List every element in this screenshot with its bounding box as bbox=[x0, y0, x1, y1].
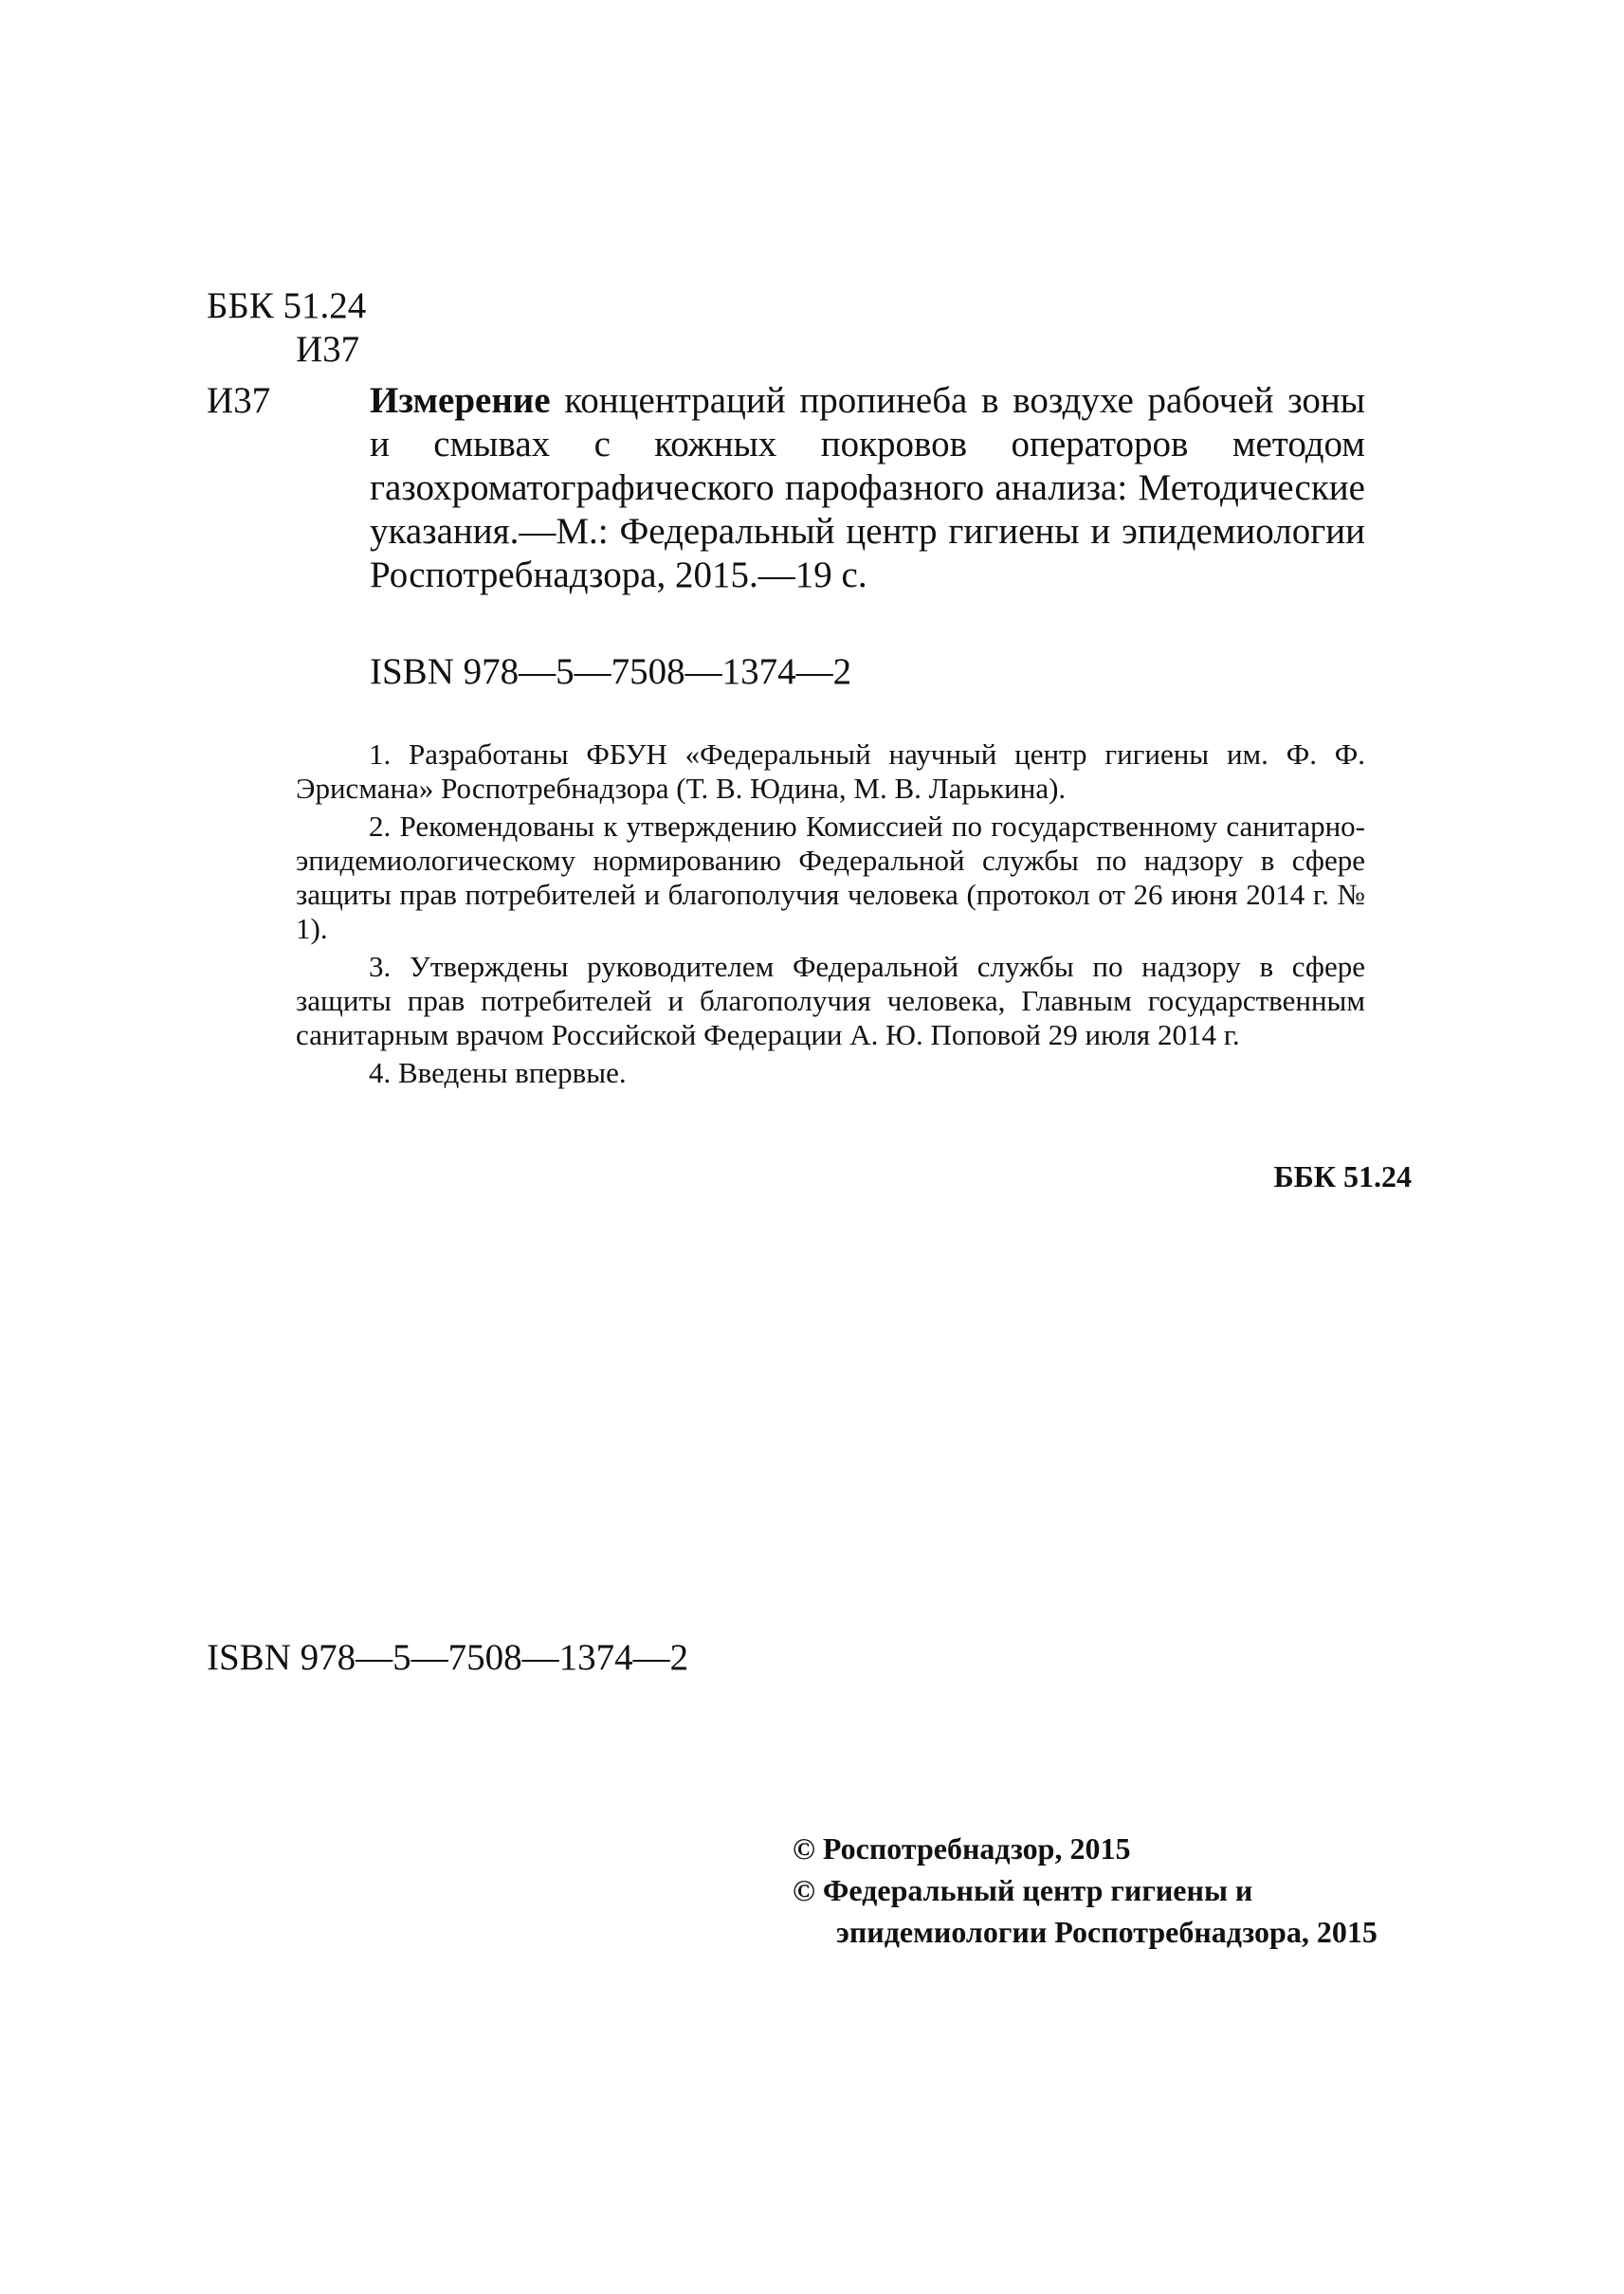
author-mark: И37 bbox=[296, 329, 360, 370]
entry-author-mark: И37 bbox=[207, 380, 271, 421]
title-lead-word: Измерение bbox=[370, 380, 551, 421]
bbk-code-right: ББК 51.24 bbox=[1273, 1159, 1412, 1193]
description-text: концентраций пропинеба в воздухе рабочей зоны и смывах с кожных покровов операторов методом газохроматографического парофазного анализа: Методические указания.—М.: Федеральный центр гигиены и эпидемиологии Роспотребнадзора, 2015.—19 с. bbox=[370, 380, 1365, 595]
isbn-bottom: ISBN 978—5—7508—1374—2 bbox=[207, 1637, 689, 1678]
note-item: 2. Рекомендованы к утверждению Комиссией по государственному санитарно-эпидемиологическому нормированию Федеральной службы по надзору в сфере защиты прав потребителей и благополучия человека (протокол от 26 июня 2014 г. № 1). bbox=[296, 810, 1365, 945]
copyright-line: © Роспотребнадзор, 2015 bbox=[793, 1831, 1131, 1866]
bibliographic-description bbox=[370, 379, 1365, 597]
copyright-block bbox=[793, 1828, 1378, 1953]
copyright-line: эпидемиологии Роспотребнадзора, 2015 bbox=[836, 1915, 1378, 1949]
copyright-line: © Федеральный центр гигиены и bbox=[793, 1873, 1253, 1907]
publication-notes bbox=[296, 737, 1365, 1094]
note-item: 3. Утверждены руководителем Федеральной службы по надзору в сфере защиты прав потребителей и благополучия человека, Главным государственным санитарным врачом Российской Федерации А. Ю. Поповой 29 июля 2014 г. bbox=[296, 950, 1365, 1051]
note-item: 4. Введены впервые. bbox=[369, 1056, 627, 1089]
isbn-entry: ISBN 978—5—7508—1374—2 bbox=[370, 651, 852, 692]
bbk-code: ББК 51.24 bbox=[207, 285, 367, 326]
note-item: 1. Разработаны ФБУН «Федеральный научный центр гигиены им. Ф. Ф. Эрисмана» Роспотребнадзора (Т. В. Юдина, М. В. Ларькина). bbox=[296, 737, 1365, 805]
